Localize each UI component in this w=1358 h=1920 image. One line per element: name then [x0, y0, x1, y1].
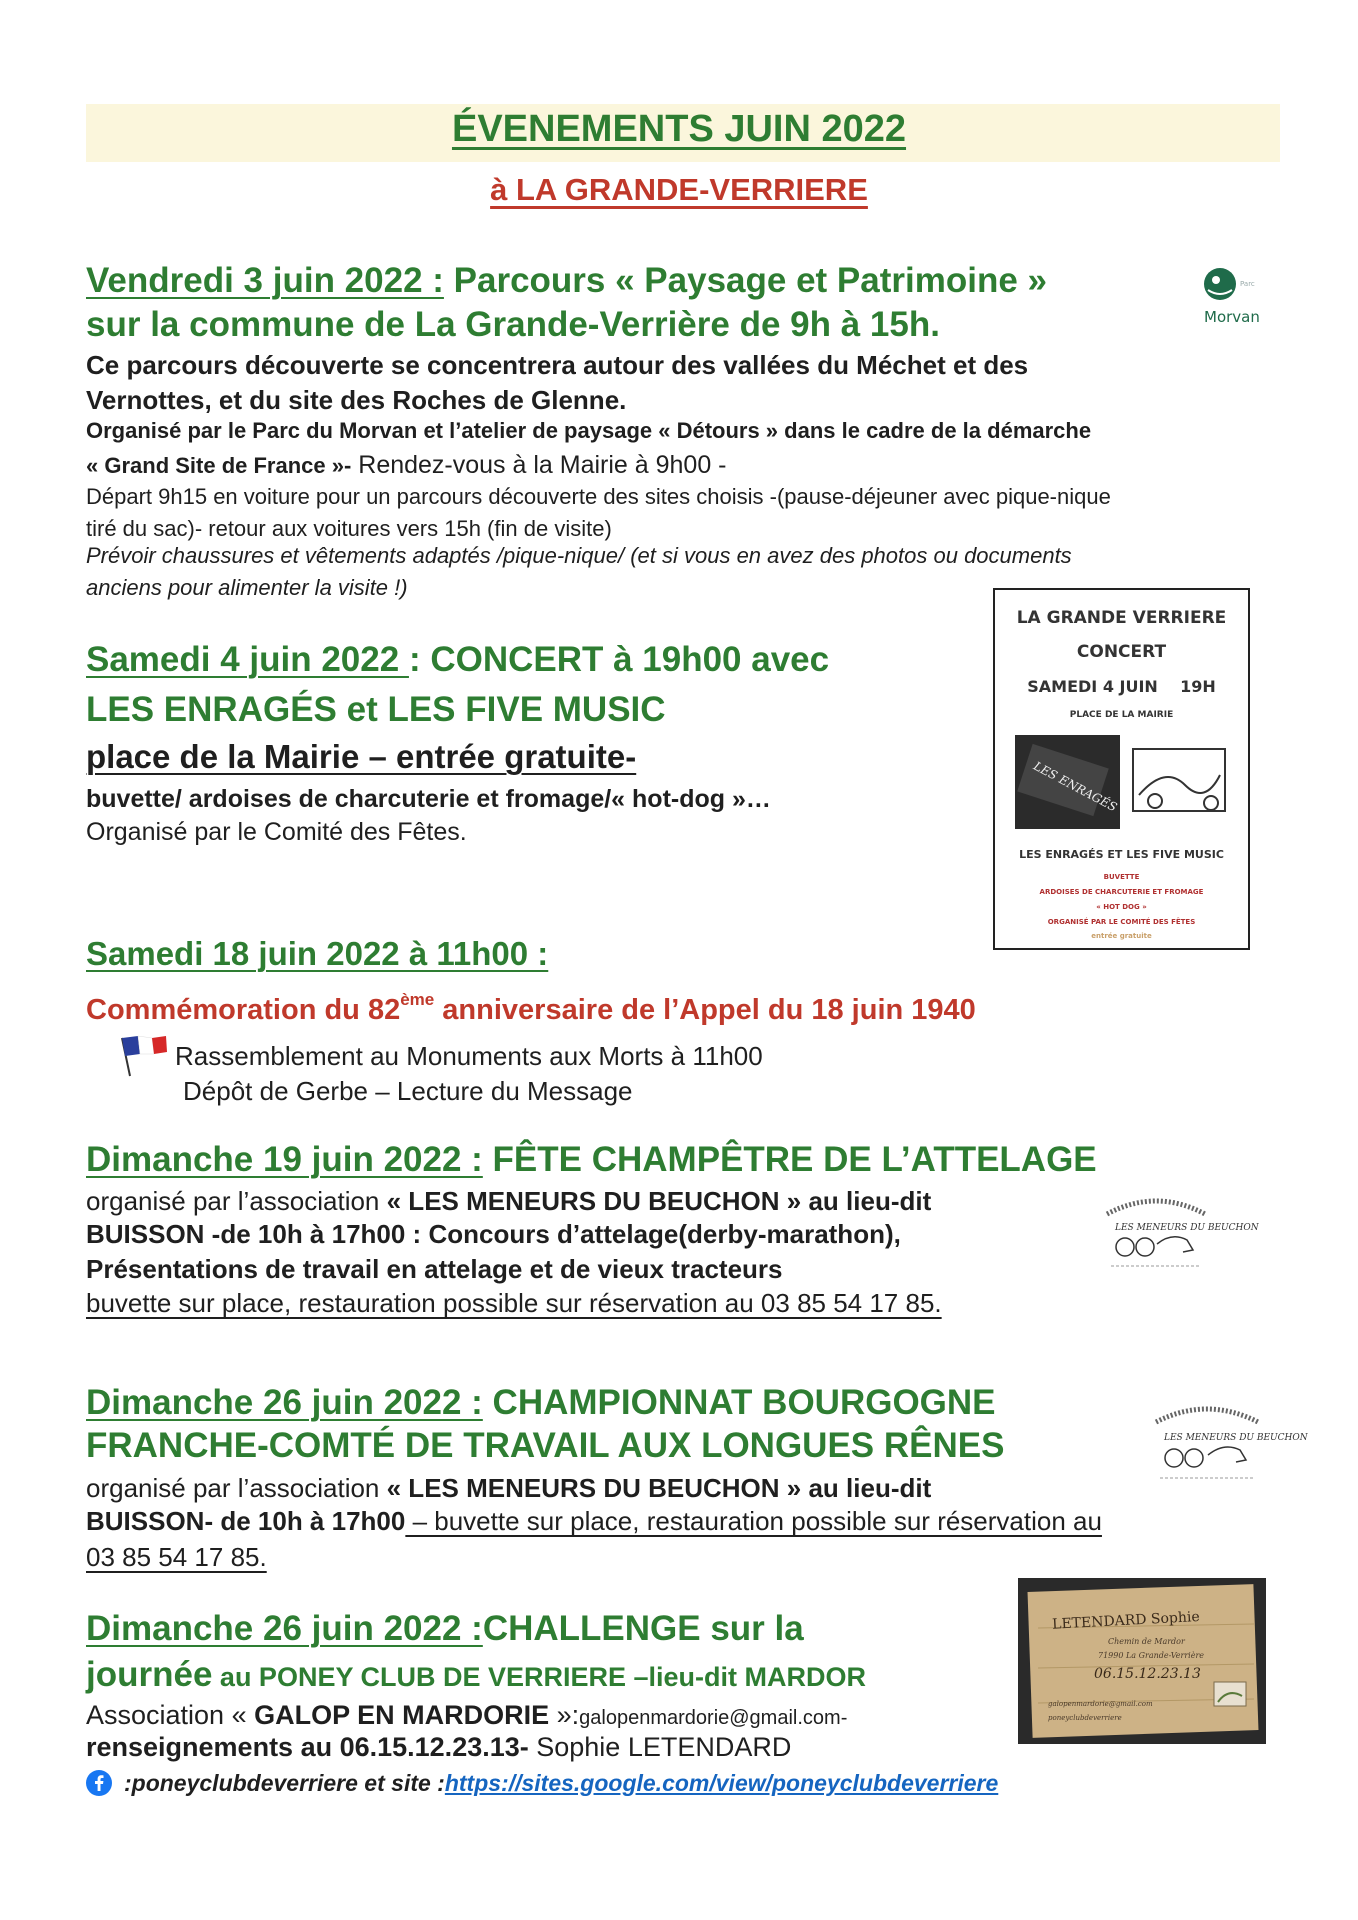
meneurs-du-beuchon-logo — [1146, 1400, 1308, 1490]
event4-text: Présentations de travail en attelage et de vieux tracteurs — [86, 1254, 783, 1284]
event4-heading — [86, 1140, 1097, 1180]
svg-text:Parc: Parc — [1240, 280, 1255, 288]
event5-heading — [86, 1383, 996, 1423]
poster-sign: LES ENRAGÉS — [1031, 758, 1120, 815]
event5-text: 03 85 54 17 85. — [86, 1542, 267, 1572]
poster-hotdog: « HOT DOG » — [1096, 903, 1147, 911]
event2-date: Samedi 4 juin 2022 — [86, 640, 409, 679]
morvan-park-logo — [1198, 260, 1266, 332]
poster-illustration — [1015, 735, 1231, 829]
poster-town: LA GRANDE VERRIERE — [1016, 608, 1227, 628]
poster-organiser: ORGANISÉ PAR LE COMITÉ DES FÊTES — [1047, 918, 1196, 926]
morvan-logo-label: Morvan — [1204, 308, 1260, 326]
event1-text-normal: Rendez-vous à la Mairie à 9h00 - — [351, 451, 727, 479]
event1-text: Ce parcours découverte se concentrera autour des vallées du Méchet et des — [86, 350, 1029, 380]
event6-text: Association « GALOP EN MARDORIE »:galopenmardorie@gmail.com- — [86, 1700, 848, 1730]
event4-text: organisé par l’association « LES MENEURS DU BEUCHON » au lieu-dit — [86, 1186, 932, 1216]
business-card — [1018, 1578, 1266, 1744]
event2-headline-2: LES ENRAGÉS et LES FIVE MUSIC — [86, 690, 666, 729]
poster-buvette: BUVETTE — [1103, 873, 1140, 881]
poster-free: entrée gratuite — [1091, 932, 1152, 940]
event4-text: BUISSON -de 10h à 17h00 : Concours d’attelage(derby-marathon), — [86, 1219, 901, 1249]
poster-bands: LES ENRAGÉS ET LES FIVE MUSIC — [1019, 848, 1224, 861]
event5-text: organisé par l’association « LES MENEURS DU BEUCHON » au lieu-dit — [86, 1473, 932, 1503]
event1-text — [86, 451, 727, 480]
meneurs-du-beuchon-logo — [1097, 1192, 1259, 1278]
event4-text: buvette sur place, restauration possible sur réservation au 03 85 54 17 85. — [86, 1288, 942, 1318]
event3-headline: Commémoration du 82ème anniversaire de l’Appel du 18 juin 1940 — [86, 990, 976, 1026]
event1-text: Départ 9h15 en voiture pour un parcours découverte des sites choisis -(pause-déjeuner avec pique-nique — [86, 484, 1111, 509]
event4-date: Dimanche 19 juin 2022 : — [86, 1140, 483, 1179]
event4-headline: FÊTE CHAMPÊTRE DE L’ATTELAGE — [482, 1140, 1097, 1179]
poster-concert: CONCERT — [1076, 642, 1167, 662]
page-title: ÉVENEMENTS JUIN 2022 — [451, 108, 907, 150]
event3-text: Rassemblement au Monuments aux Morts à 11h00 — [175, 1041, 763, 1071]
event6-headline-2: journée au PONEY CLUB DE VERRIERE –lieu-dit MARDOR — [86, 1655, 866, 1694]
french-flag-icon — [110, 1030, 168, 1078]
event1-headline-2: sur la commune de La Grande-Verrière de 9h à 15h. — [86, 305, 940, 344]
email-text: galopenmardorie@gmail.com- — [579, 1707, 848, 1729]
card-facebook: poneyclubdeverriere — [1048, 1714, 1122, 1722]
page-subtitle: à LA GRANDE-VERRIERE — [490, 172, 868, 207]
event5-headline-2: FRANCHE-COMTÉ DE TRAVAIL AUX LONGUES RÊNES — [86, 1426, 1005, 1465]
event2-heading — [86, 640, 829, 680]
poster-place: PLACE DE LA MAIRIE — [1069, 710, 1174, 720]
event1-text: Vernottes, et du site des Roches de Glenne. — [86, 385, 627, 415]
card-address-2: 71990 La Grande-Verrière — [1098, 1651, 1205, 1660]
event6-date: Dimanche 26 juin 2022 : — [86, 1609, 483, 1648]
facebook-handle: :poneyclubdeverriere et site : — [124, 1770, 445, 1796]
event2-headline: : CONCERT à 19h00 avec — [408, 640, 830, 679]
event5-text: BUISSON- de 10h à 17h00 – buvette sur place, restauration possible sur réservation au — [86, 1506, 1102, 1536]
poster-date: SAMEDI 4 JUIN 19H — [1027, 677, 1216, 696]
card-email: galopenmardorie@gmail.com — [1048, 1700, 1153, 1708]
event1-text-bold: « Grand Site de France »- — [86, 453, 352, 478]
event2-text: Organisé par le Comité des Fêtes. — [86, 818, 467, 846]
meneurs-logo-label: LES MENEURS DU BEUCHON — [1164, 1433, 1308, 1443]
event1-text: Prévoir chaussures et vêtements adaptés /pique-nique/ (et si vous en avez des photos ou documents — [86, 543, 1072, 568]
facebook-icon — [86, 1770, 112, 1796]
event6-heading — [86, 1609, 804, 1649]
card-address-1: Chemin de Mardor — [1108, 1637, 1185, 1646]
event1-date: Vendredi 3 juin 2022 : — [86, 261, 444, 300]
event2-location: place de la Mairie – entrée gratuite- — [86, 738, 637, 775]
event6-links — [124, 1770, 998, 1797]
event2-text: buvette/ ardoises de charcuterie et fromage/« hot-dog »… — [86, 785, 771, 813]
event6-headline: CHALLENGE sur la — [482, 1609, 804, 1648]
card-phone: 06.15.12.23.13 — [1094, 1666, 1201, 1682]
website-link[interactable]: https://sites.google.com/view/poneyclubdeverriere — [444, 1770, 999, 1796]
event1-text: tiré du sac)- retour aux voitures vers 15h (fin de visite) — [86, 516, 612, 541]
poster-ardoises: ARDOISES DE CHARCUTERIE ET FROMAGE — [1039, 888, 1204, 896]
event5-headline: CHAMPIONNAT BOURGOGNE — [482, 1383, 996, 1422]
event1-heading — [86, 261, 1047, 301]
event1-text: Organisé par le Parc du Morvan et l’atelier de paysage « Détours » dans le cadre de la démarche — [86, 418, 1092, 443]
event1-headline: Parcours « Paysage et Patrimoine » — [443, 261, 1047, 300]
concert-poster — [993, 588, 1250, 950]
event5-date: Dimanche 26 juin 2022 : — [86, 1383, 483, 1422]
event3-text: Dépôt de Gerbe – Lecture du Message — [183, 1076, 633, 1106]
card-name: LETENDARD Sophie — [1051, 1608, 1201, 1633]
event6-text: renseignements au 06.15.12.23.13- Sophie LETENDARD — [86, 1732, 792, 1762]
event3-heading: Samedi 18 juin 2022 à 11h00 : — [86, 935, 549, 972]
event1-text: anciens pour alimenter la visite !) — [86, 575, 408, 600]
meneurs-logo-label: LES MENEURS DU BEUCHON — [1115, 1223, 1259, 1233]
